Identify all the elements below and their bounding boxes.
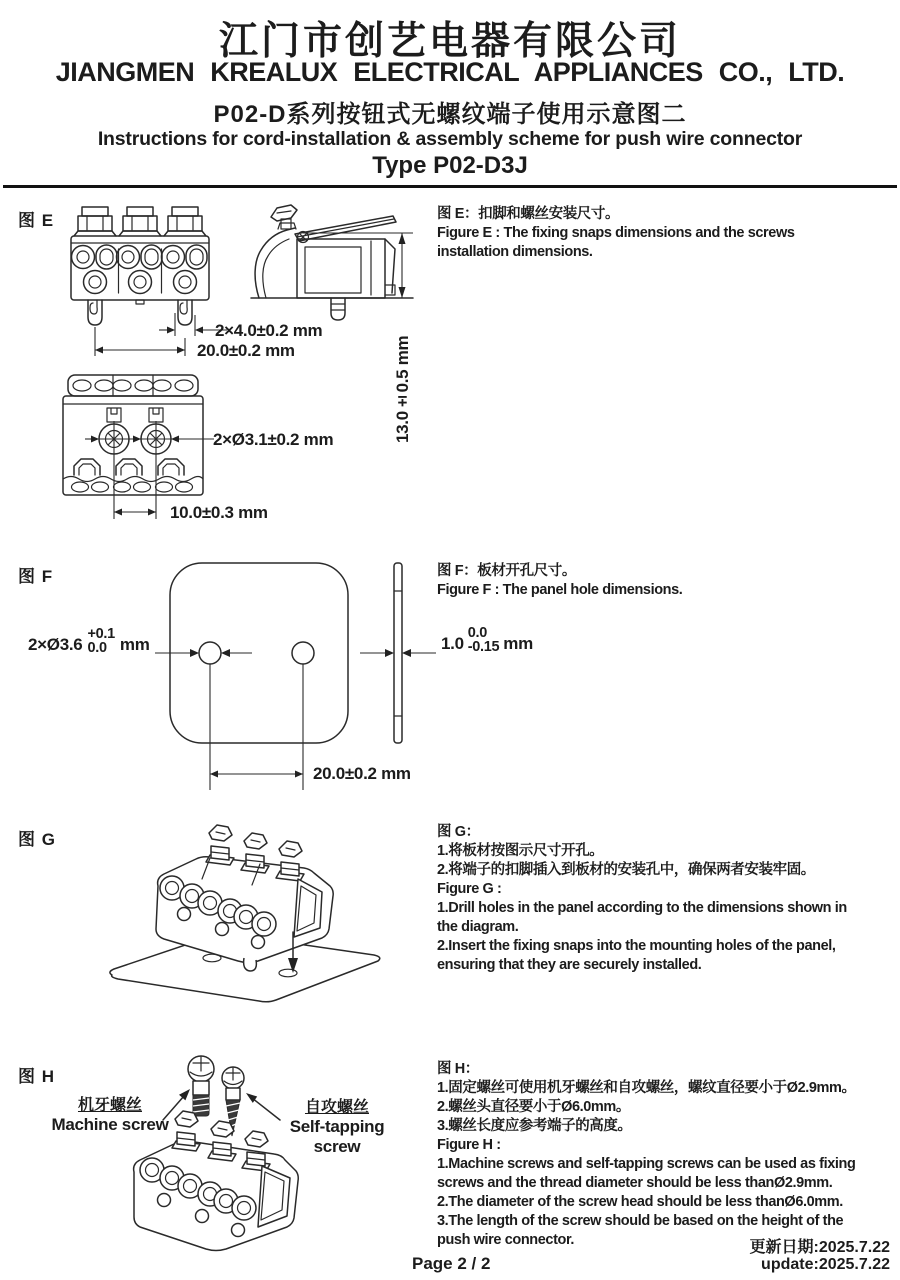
doc-subtitle-cn: P02-D系列按钮式无螺纹端子使用示意图二 [213,101,687,128]
figure-h-caption-line-7: screws and the thread diameter should be less thanØ2.9mm. [437,1175,833,1191]
self-tapping-screw-label [266,1099,408,1157]
figure-f-caption [437,562,897,600]
dim-snap-spacing: 20.0±0.2 mm [197,341,295,360]
company-name-en: JIANGMEN KREALUX ELECTRICAL APPLIANCES CO., LTD. [55,57,845,87]
dim-panel-thickness-value: 1.0 [441,634,464,653]
update-date-en: update:2025.7.22 [761,1256,890,1273]
figure-h-label: 图 H [18,1067,55,1086]
dim-panel-hole-tol-upper: +0.1 [87,626,115,642]
figure-h-caption-line-8: 2.The diameter of the screw head should be less thanØ6.0mm. [437,1194,843,1210]
figure-h-caption [437,1060,897,1250]
dim-panel-hole-spacing: 20.0±0.2 mm [313,764,411,783]
dim-panel-hole-tol-lower: 0.0 [87,640,107,656]
figure-g-assembly-drawing [92,822,392,1017]
page-number: Page 2 / 2 [412,1254,491,1273]
figure-g-caption-line-7: 2.Insert the fixing snaps into the mounting holes of the panel, [437,938,836,954]
dim-panel-thickness [441,626,533,654]
machine-screw-label-en: Machine screw [51,1115,169,1134]
figure-g-caption-line-4: Figure G : [437,881,502,897]
figure-h-caption-line-1: 图 H： [437,1061,479,1077]
figure-g-caption-line-3: 2.将端子的扣脚插入到板材的安装孔中，确保两者安装牢固。 [437,862,815,878]
figure-g-label: 图 G [18,830,56,849]
figure-f-label: 图 F [18,567,54,586]
update-date-cn: 更新日期:2025.7.22 [749,1239,890,1256]
figure-f-caption-cn: 图 F：板材开孔尺寸。 [437,563,576,579]
type-label: Type P02-D3J [372,152,528,179]
self-tapping-screw-label-cn: 自攻螺丝 [304,1099,369,1116]
figure-f-caption-en: Figure F : The panel hole dimensions. [437,582,683,598]
figure-g-caption-line-8: ensuring that they are securely installed. [437,957,702,973]
dim-panel-thickness-tol-upper: 0.0 [467,625,487,641]
figure-h-caption-line-3: 2.螺丝头直径要小于Ø6.0mm。 [437,1099,631,1115]
figure-h-caption-line-10: push wire connector. [437,1232,575,1248]
figure-h-caption-line-5: Figure H : [437,1137,501,1153]
machine-screw-label [40,1097,180,1135]
figure-e-caption-en-1: Figure E : The fixing snaps dimensions and the screws [437,225,795,241]
figure-h-caption-line-4: 3.螺丝长度应参考端子的高度。 [437,1118,632,1134]
figure-g-caption-line-1: 图 G： [437,824,480,840]
dim-height: 13.0±0.5 mm [393,335,412,444]
figure-f-panel-side-drawing [348,556,443,798]
figure-g-caption-line-5: 1.Drill holes in the panel according to the dimensions shown in [437,900,847,916]
machine-screw-label-cn: 机牙螺丝 [77,1097,142,1114]
figure-f-panel-drawing [155,556,360,798]
figure-g-caption [437,823,897,975]
self-tapping-screw-label-en: Self-tapping screw [289,1117,385,1156]
dim-hole-spacing: 10.0±0.3 mm [170,503,268,522]
figure-e-caption-cn: 图 E：扣脚和螺丝安装尺寸。 [437,206,620,222]
dim-panel-hole [28,627,150,655]
dim-panel-hole-unit: mm [119,635,150,654]
dim-panel-thickness-tol-lower: -0.15 [467,639,500,655]
dim-panel-hole-prefix: 2×Ø3.6 [28,635,83,654]
figure-h-screws-drawing [122,1048,377,1270]
header-divider [3,185,897,188]
dim-panel-thickness-unit: mm [503,634,533,653]
figure-h-caption-line-2: 1.固定螺丝可使用机牙螺丝和自攻螺丝，螺纹直径要小于Ø2.9mm。 [437,1080,856,1096]
company-name-cn: 江门市创艺电器有限公司 [218,20,681,63]
figure-e-caption [437,205,897,262]
figure-g-caption-line-2: 1.将板材按图示尺寸开孔。 [437,843,604,859]
dim-hole-diameter: 2×Ø3.1±0.2 mm [213,430,334,449]
figure-g-caption-line-6: the diagram. [437,919,519,935]
figure-h-caption-line-9: 3.The length of the screw should be based on the height of the [437,1213,844,1229]
dim-snap-width: 2×4.0±0.2 mm [215,321,323,340]
figure-e-label: 图 E [18,211,55,230]
figure-e-caption-en-2: installation dimensions. [437,244,593,260]
update-date [690,1239,890,1273]
figure-h-caption-line-6: 1.Machine screws and self-tapping screws can be used as fixing [437,1156,856,1172]
doc-subtitle-en: Instructions for cord-installation & assembly scheme for push wire connector [97,128,803,150]
